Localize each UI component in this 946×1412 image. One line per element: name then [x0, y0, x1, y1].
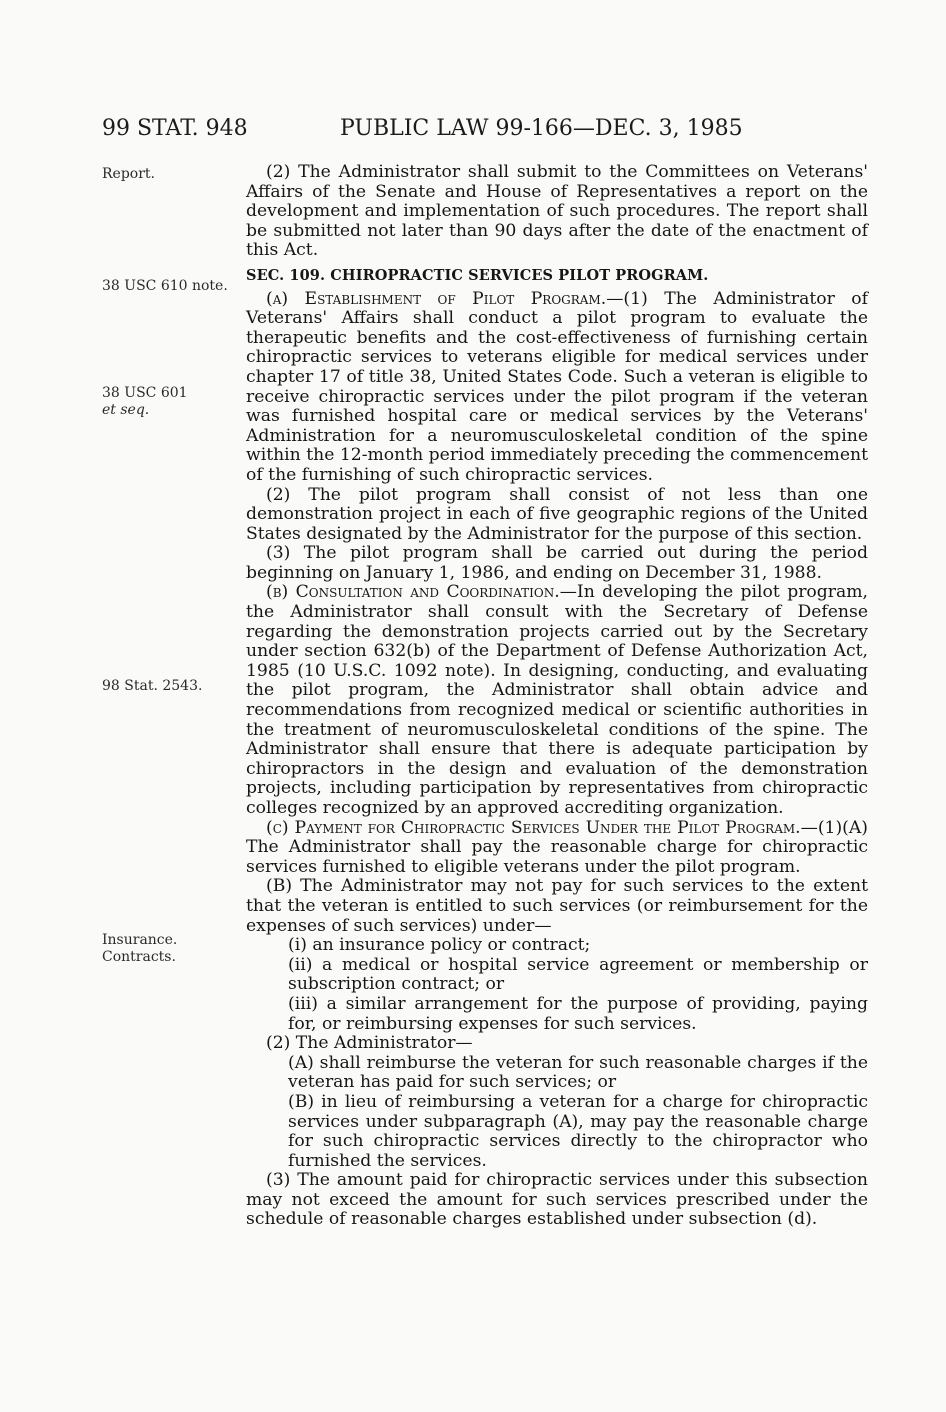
- margin-note-usc-line: 38 USC 601: [102, 385, 188, 401]
- margin-note-38usc601: [102, 385, 188, 419]
- paragraph-c1b: (B) The Administrator may not pay for such services to the extent that the veteran is entitled to such services (or reimbursement for the expenses of such services) under—: [246, 876, 868, 936]
- paragraph-a2: (2) The pilot program shall consist of not less than one demonstration project in each of five geographic regions of the United States designated by the Administrator for the purpose of this section.: [246, 484, 868, 544]
- margin-note-38usc610: 38 USC 610 note.: [102, 278, 228, 294]
- clause-c2a: (A) shall reimburse the veteran for such reasonable charges if the veteran has paid for such services; or: [288, 1052, 868, 1093]
- clause-c1b-i: (i) an insurance policy or contract;: [288, 935, 591, 956]
- subsection-a-label: (a) Establishment of Pilot Program.: [266, 288, 607, 309]
- margin-note-contracts: Contracts.: [102, 949, 176, 965]
- subsection-c: [246, 819, 868, 878]
- subsection-b-text: —In developing the pilot program, the Administrator shall consult with the Secretary of Defense regarding the demonstration projects carried out by the Secretary under section 632(b) of the Department of Defense Authorization Act, 1985 (10 U.S.C. 1092 note). In designing, conducting, and evaluating the pilot program, the Administrator shall obtain advice and recommendations from recognized medical or scientific authorities in the treatment of neuromusculoskeletal conditions of the spine. The Administrator shall ensure that there is adequate participation by chiropractors in the design and evaluation of the demonstration projects, including participation by representatives from chiropractic colleges recognized by an approved accrediting organization.: [246, 582, 868, 818]
- clause-c1b-ii: (ii) a medical or hospital service agreement or membership or subscription contract; or: [288, 954, 868, 995]
- subsection-b: [246, 583, 868, 818]
- paragraph-c3: (3) The amount paid for chiropractic services under this subsection may not exceed the amount for such services prescribed under the schedule of reasonable charges established under subsection (d).: [246, 1170, 868, 1230]
- public-law-heading: PUBLIC LAW 99-166—DEC. 3, 1985: [340, 116, 743, 141]
- margin-note-98stat: 98 Stat. 2543.: [102, 678, 203, 694]
- margin-note-insurance: Insurance.: [102, 932, 178, 948]
- subsection-c-text: —(1)(A) The Administrator shall pay the reasonable charge for chiropractic services furnished to eligible veterans under the pilot program.: [246, 817, 868, 877]
- clause-c2b: (B) in lieu of reimbursing a veteran for a charge for chiropractic services under subparagraph (A), may pay the reasonable charge for such chiropractic services directly to the chiropractor who furnished the services.: [288, 1091, 868, 1171]
- section-heading: [246, 266, 868, 286]
- clause-c1b-iii: (iii) a similar arrangement for the purpose of providing, paying for, or reimbursing expenses for such services.: [288, 993, 868, 1034]
- subsection-a: [246, 290, 868, 486]
- subsection-a-text: —(1) The Administrator of Veterans' Affairs shall conduct a pilot program to evaluate the therapeutic benefits and the cost-effectiveness of furnishing certain chiropractic services to veterans eligible for medical services under chapter 17 of title 38, United States Code. Such a veteran is eligible to receive chiropractic services under the pilot program if the veteran was furnished hospital care or medical services by the Veterans' Administration for a neuromusculoskeletal condition of the spine within the 12-month period immediately preceding the commencement of the furnishing of such chiropractic services.: [246, 288, 869, 485]
- body-text: [246, 163, 868, 1230]
- margin-note-report: Report.: [102, 166, 155, 182]
- margin-note-et-seq: et seq.: [102, 402, 150, 418]
- subsection-b-label: (b) Consultation and Coordination.: [266, 582, 560, 603]
- margin-note-insurance-contracts: [102, 932, 177, 966]
- statute-page-number: 99 STAT. 948: [102, 116, 248, 141]
- section-heading-text: SEC. 109. CHIROPRACTIC SERVICES PILOT PROGRAM.: [246, 266, 709, 284]
- subsection-c-label: (c) Payment for Chiropractic Services Under the Pilot Program.: [266, 817, 801, 838]
- paragraph-c2: (2) The Administrator—: [266, 1033, 473, 1054]
- paragraph-a3: (3) The pilot program shall be carried out during the period beginning on January 1, 1986, and ending on December 31, 1988.: [246, 543, 868, 583]
- paragraph-report: (2) The Administrator shall submit to the Committees on Veterans' Affairs of the Senate and House of Representatives a report on the development and implementation of such procedures. The report shall be submitted not later than 90 days after the date of the enactment of this Act.: [246, 162, 868, 261]
